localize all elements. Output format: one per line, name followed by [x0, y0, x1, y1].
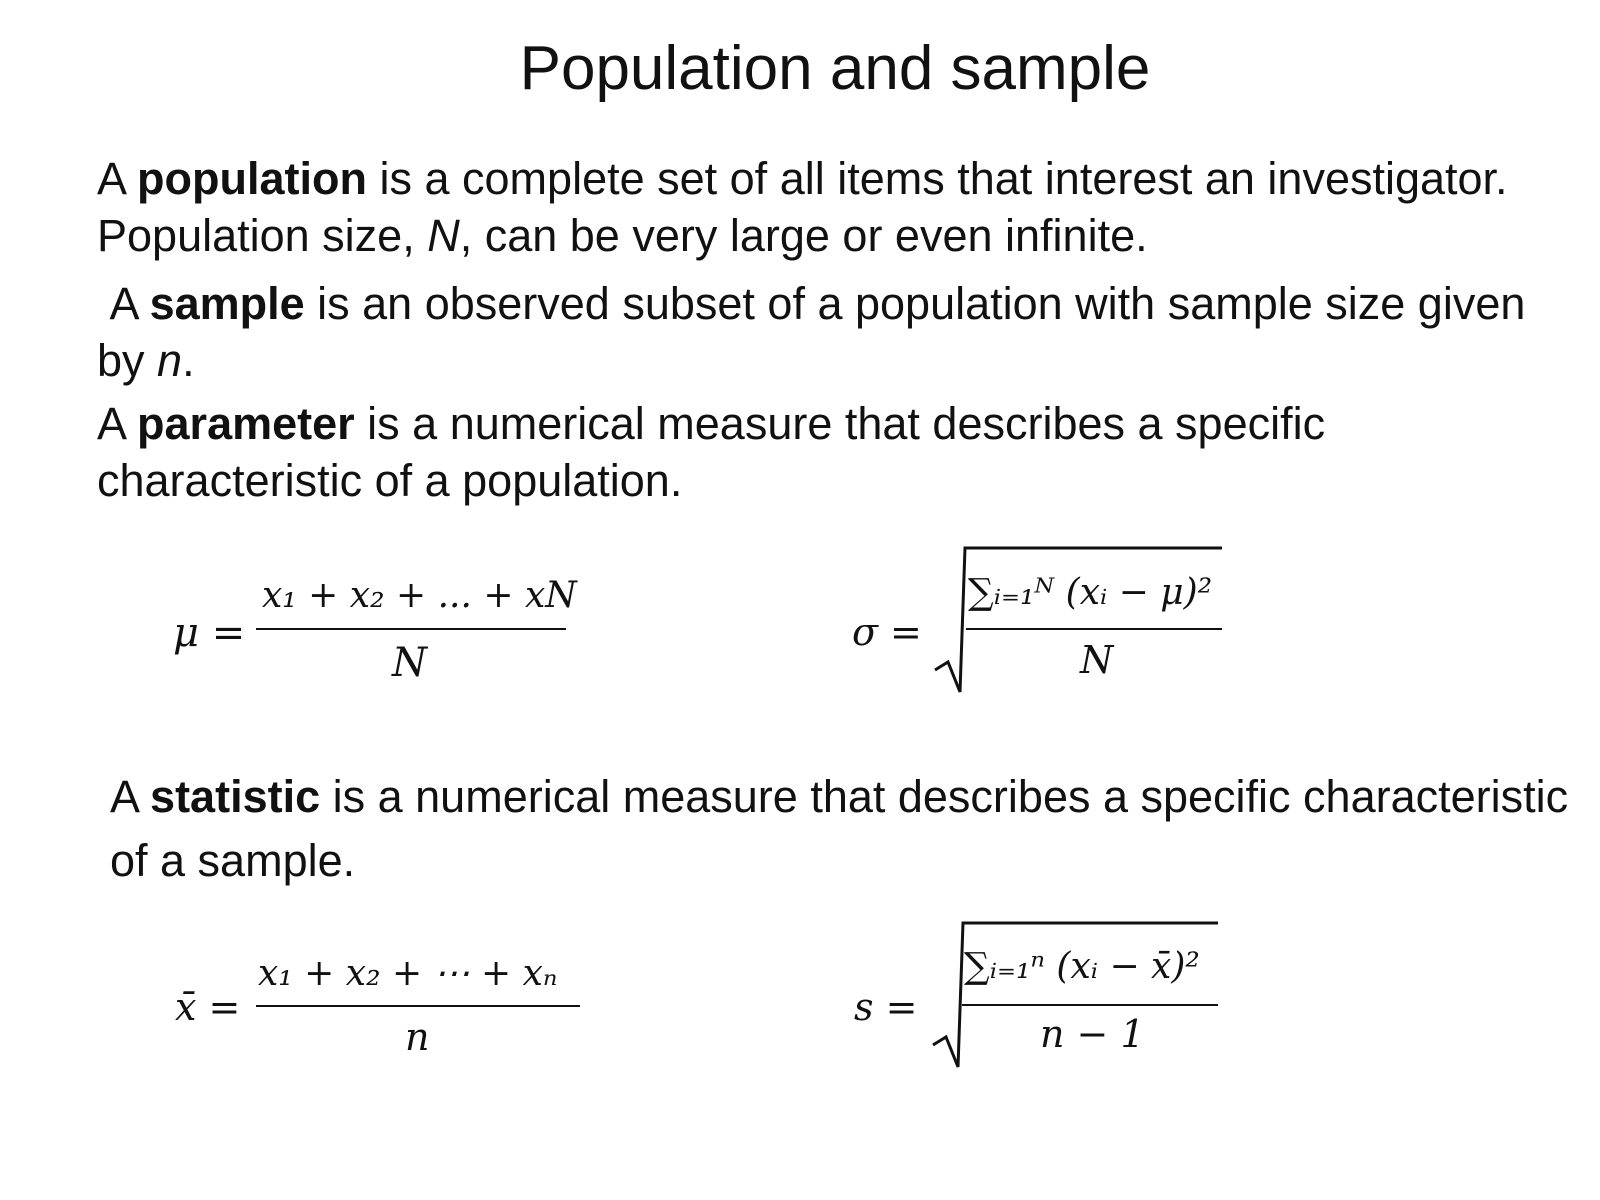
population-sd-denominator: N: [1080, 638, 1114, 682]
statistic-definition: A statistic is a numerical measure that describes a specific characteristic of a sample.: [110, 771, 1569, 886]
population-definition: A population is a complete set of all items that interest an investigator. Population size, N, can be very large or even infinite.: [97, 153, 1508, 261]
sample-mean-lhs: x̄ =: [175, 985, 241, 1029]
sample-mean-fraction-bar: [256, 1005, 580, 1007]
sample-mean-numerator: x₁ + x₂ + ⋯ + xₙ: [258, 953, 558, 994]
sample-mean-denominator: n: [405, 1015, 430, 1059]
population-mean-lhs: μ =: [173, 610, 246, 656]
population-mean-denominator: N: [392, 640, 427, 686]
parameter-definition: A parameter is a numerical measure that describes a specific characteristic of a population.: [97, 398, 1326, 506]
population-mean-fraction-bar: [256, 628, 566, 630]
sample-sd-fraction-bar: [962, 1004, 1218, 1006]
population-mean-numerator: x₁ + x₂ + ... + xN: [262, 575, 577, 616]
population-sd-fraction-bar: [966, 628, 1222, 630]
population-sd-numerator: ∑ᵢ₌₁ᴺ (xᵢ − μ)²: [968, 572, 1213, 613]
slide-title: Population and sample: [519, 34, 1151, 103]
term-population: population: [137, 153, 367, 204]
sample-sd-numerator: ∑ᵢ₌₁ⁿ (xᵢ − x̄)²: [964, 946, 1200, 987]
sample-definition: A sample is an observed subset of a population with sample size given by n.: [97, 278, 1526, 386]
sample-sd-denominator: n − 1: [1040, 1012, 1145, 1056]
term-parameter: parameter: [137, 398, 355, 449]
sample-sd-lhs: s =: [854, 985, 918, 1029]
population-sd-lhs: σ =: [852, 610, 922, 654]
term-sample: sample: [149, 278, 305, 329]
term-statistic: statistic: [150, 771, 321, 822]
